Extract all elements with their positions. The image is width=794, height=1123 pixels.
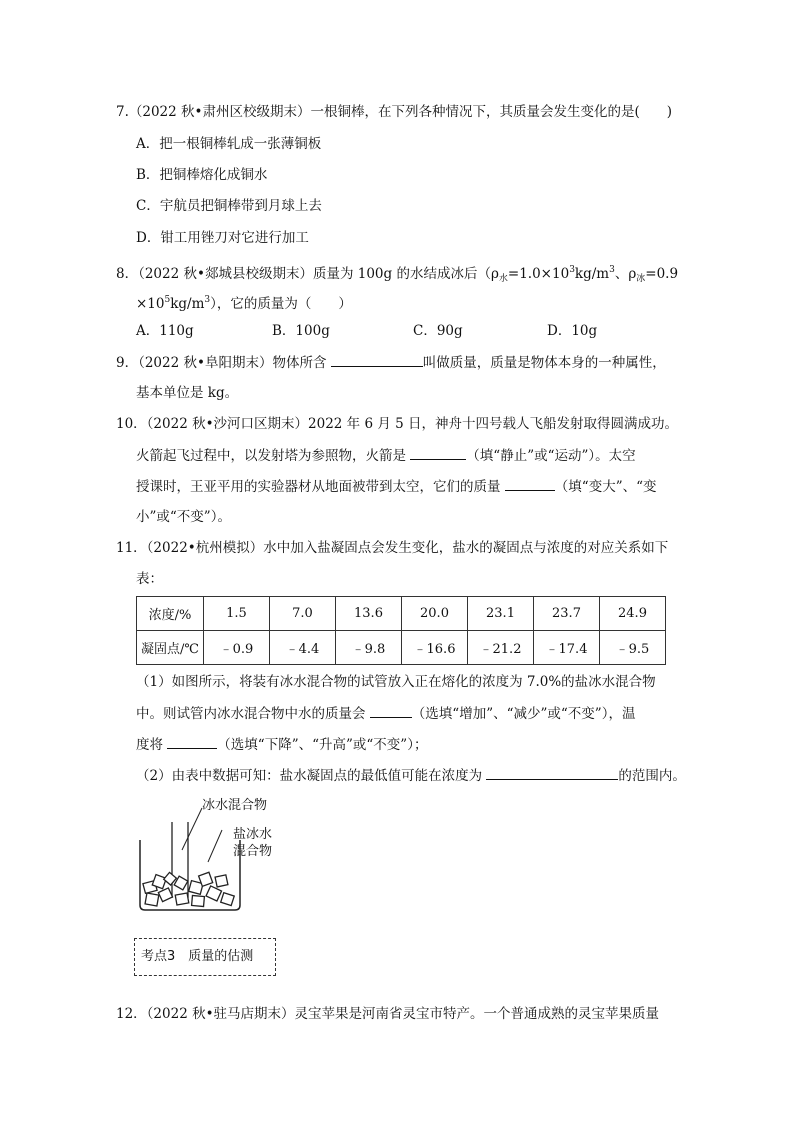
q8-option-c: C．90g (413, 323, 463, 339)
table-cell: 7.0 (270, 597, 336, 631)
q9-line1: 9．（2022 秋•阜阳期末）物体所含 叫做质量，质量是物体本身的一种属性， (116, 352, 666, 373)
q10-blank-2[interactable] (505, 476, 555, 491)
table-cell: ﹣9.8 (336, 631, 402, 665)
table-row (137, 597, 666, 631)
figure-label-salt-ice-water-line1: 盐冰水 (233, 827, 273, 842)
table-cell: ﹣9.5 (600, 631, 666, 665)
q11-blank-2[interactable] (167, 734, 217, 749)
q7-option-a: A．把一根铜棒轧成一张薄铜板 (136, 136, 322, 152)
concentration-table (136, 596, 666, 665)
table-cell: 23.7 (534, 597, 600, 631)
q11-blank-1[interactable] (370, 703, 412, 718)
topic-heading: 考点3 质量的估测 (134, 938, 276, 976)
q10-line2: 火箭起飞过程中，以发射塔为参照物，火箭是 （填“静止”或“运动”）。太空 (136, 445, 636, 466)
q8-stem-line2: $\times 10^5kg/m^3$），它的质量为（ ） (136, 295, 352, 312)
table-header-freezing-point: 凝固点/℃ (137, 631, 204, 665)
table-row (137, 631, 666, 665)
q9-answer-blank[interactable] (331, 352, 423, 367)
q11-blank-3[interactable] (486, 765, 618, 780)
q7-option-c: C．宇航员把铜棒带到月球上去 (136, 198, 322, 214)
table-header-concentration: 浓度/% (137, 597, 204, 631)
q11-part1-line1: （1）如图所示，将装有冰水混合物的试管放入正在熔化的浓度为 7.0%的盐冰水混合物 (136, 674, 656, 690)
q10-line3: 授课时，王亚平用的实验器材从地面被带到太空，它们的质量 （填“变大”、“变 (136, 476, 657, 497)
table-cell: ﹣0.9 (204, 631, 270, 665)
table-cell: 24.9 (600, 597, 666, 631)
q7-option-d: D．钳工用锉刀对它进行加工 (136, 230, 309, 246)
q11-line1: 11．（2022•杭州模拟）水中加入盐凝固点会发生变化，盐水的凝固点与浓度的对应关系如下 (116, 540, 669, 556)
table-cell: ﹣17.4 (534, 631, 600, 665)
q10-line1: 10．（2022 秋•沙河口区期末）2022 年 6 月 5 日，神舟十四号载人飞船发射取得圆满成功。 (116, 416, 679, 432)
table-cell: ﹣4.4 (270, 631, 336, 665)
q10-blank-1[interactable] (410, 445, 466, 460)
q12-line1: 12．（2022 秋•驻马店期末）灵宝苹果是河南省灵宝市特产。一个普通成熟的灵宝苹果质量 (116, 1006, 660, 1022)
q11-line2: 表： (136, 571, 163, 587)
table-cell: 23.1 (468, 597, 534, 631)
q9-line2: 基本单位是 kg。 (136, 385, 239, 401)
figure-label-ice-water: 冰水混合物 (202, 798, 268, 813)
q7-stem: 7.（2022 秋•肃州区校级期末）一根铜棒，在下列各种情况下，其质量会发生变化的是( ) (116, 104, 673, 120)
q11-part2: （2）由表中数据可知：盐水凝固点的最低值可能在浓度为 的范围内。 (136, 765, 686, 786)
q10-line4: 小”或“不变”）。 (136, 509, 231, 525)
q11-part1-line2: 中。则试管内冰水混合物中水的质量会 （选填“增加”、“减少”或“不变”），温 (136, 703, 635, 724)
q8-option-b: B．100g (272, 323, 330, 339)
q11-part1-line3: 度将 （选填“下降”、“升高”或“不变”）； (136, 734, 427, 755)
q8-stem-line1: 8．（2022 秋•郯城县校级期末）质量为 100g 的水结成冰后（$\rho_水=1.0\times 10^3kg/m^3$、$\rho_冰=0.9$ (116, 265, 679, 284)
table-cell: ﹣16.6 (402, 631, 468, 665)
q8-option-a: A．110g (136, 323, 194, 339)
q8-option-d: D．10g (547, 323, 598, 339)
q7-option-b: B．把铜棒熔化成铜水 (136, 167, 268, 183)
table-cell: 13.6 (336, 597, 402, 631)
table-cell: 1.5 (204, 597, 270, 631)
table-cell: ﹣21.2 (468, 631, 534, 665)
table-cell: 20.0 (402, 597, 468, 631)
figure-label-salt-ice-water-line2: 混合物 (233, 844, 273, 859)
